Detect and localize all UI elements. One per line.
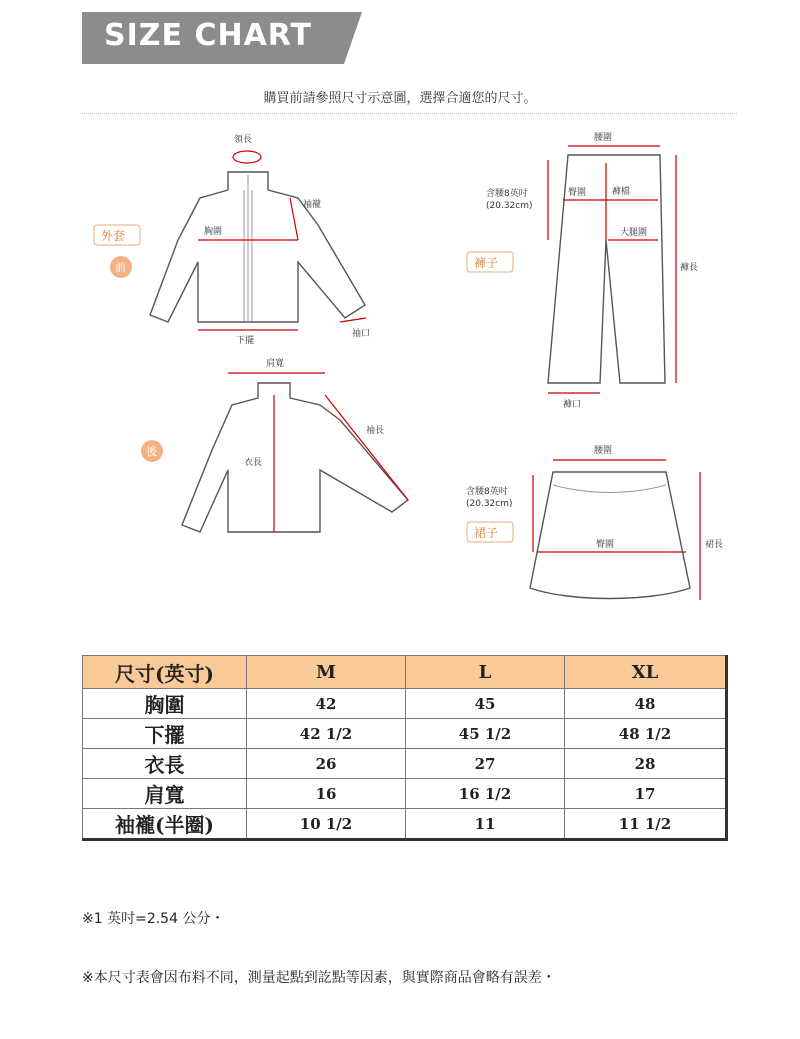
disclaimer-note: ※本尺寸表會因布料不同，測量起點到訖點等因素，與實際商品會略有誤差・	[82, 970, 556, 986]
table-row	[83, 689, 727, 719]
cell-m: 10 1/2	[247, 809, 406, 840]
label-cuff: 袖口	[352, 329, 371, 339]
cell-l: 45	[406, 689, 565, 719]
pants-waist-note-2: (20.32cm)	[486, 201, 533, 211]
cell-m: 42 1/2	[247, 719, 406, 749]
size-table	[82, 655, 728, 841]
label-chest: 胸圍	[204, 227, 223, 237]
subtitle: 購買前請參照尺寸示意圖，選擇合適您的尺寸。	[263, 91, 537, 106]
cell-xl: 48	[565, 689, 727, 719]
cell-xl: 17	[565, 779, 727, 809]
cell-m: 26	[247, 749, 406, 779]
row-label: 下擺	[83, 719, 247, 749]
cell-m: 42	[247, 689, 406, 719]
pants-illustration	[548, 146, 676, 393]
label-body-length: 衣長	[244, 458, 263, 468]
jacket-tag-label: 外套	[101, 229, 126, 243]
label-skirt-length: 裙長	[705, 540, 724, 550]
label-collar: 領長	[234, 135, 253, 145]
row-label: 肩寬	[83, 779, 247, 809]
cell-l: 11	[406, 809, 565, 840]
cell-l: 45 1/2	[406, 719, 565, 749]
table-row	[83, 809, 727, 840]
label-leg-opening: 褲口	[563, 400, 582, 410]
cell-l: 27	[406, 749, 565, 779]
cell-xl: 28	[565, 749, 727, 779]
label-armhole: 袖襱	[303, 200, 322, 210]
conversion-note: ※1 英吋=2.54 公分・	[82, 911, 225, 927]
front-badge-label: 前	[115, 261, 126, 274]
skirt-waist-note-1: 含腰8英吋	[466, 487, 508, 497]
table-row	[83, 719, 727, 749]
header-xl: XL	[565, 656, 727, 689]
jacket-back-illustration	[182, 373, 408, 532]
back-badge-label: 後	[146, 445, 157, 458]
table-header-row	[83, 656, 727, 689]
table-row	[83, 749, 727, 779]
skirt-tag-label: 裙子	[474, 526, 499, 540]
row-label: 衣長	[83, 749, 247, 779]
label-sleeve: 袖長	[366, 426, 385, 436]
row-label: 胸圍	[83, 689, 247, 719]
label-shoulder: 肩寬	[266, 359, 285, 369]
jacket-front-illustration	[150, 151, 366, 330]
table-row	[83, 779, 727, 809]
label-skirt-hip: 臀圍	[596, 540, 615, 550]
cell-xl: 11 1/2	[565, 809, 727, 840]
skirt-waist-note-2: (20.32cm)	[466, 499, 513, 509]
label-hem: 下擺	[236, 336, 255, 346]
header-size: 尺寸(英寸)	[83, 656, 247, 689]
row-label: 袖襱(半圈)	[83, 809, 247, 840]
label-pants-length: 褲長	[680, 263, 699, 273]
label-hip: 臀圍	[568, 188, 587, 198]
pants-waist-note-1: 含腰8英吋	[486, 189, 528, 199]
skirt-illustration	[530, 460, 700, 600]
label-waist: 腰圍	[594, 133, 613, 143]
label-crotch: 褲檔	[612, 187, 631, 197]
pants-tag-label: 褲子	[474, 256, 499, 270]
header-l: L	[406, 656, 565, 689]
label-skirt-waist: 腰圍	[594, 446, 613, 456]
label-thigh: 大腿圍	[620, 228, 648, 238]
cell-l: 16 1/2	[406, 779, 565, 809]
cell-xl: 48 1/2	[565, 719, 727, 749]
page-title: SIZE CHART	[104, 18, 313, 53]
header-m: M	[247, 656, 406, 689]
cell-m: 16	[247, 779, 406, 809]
